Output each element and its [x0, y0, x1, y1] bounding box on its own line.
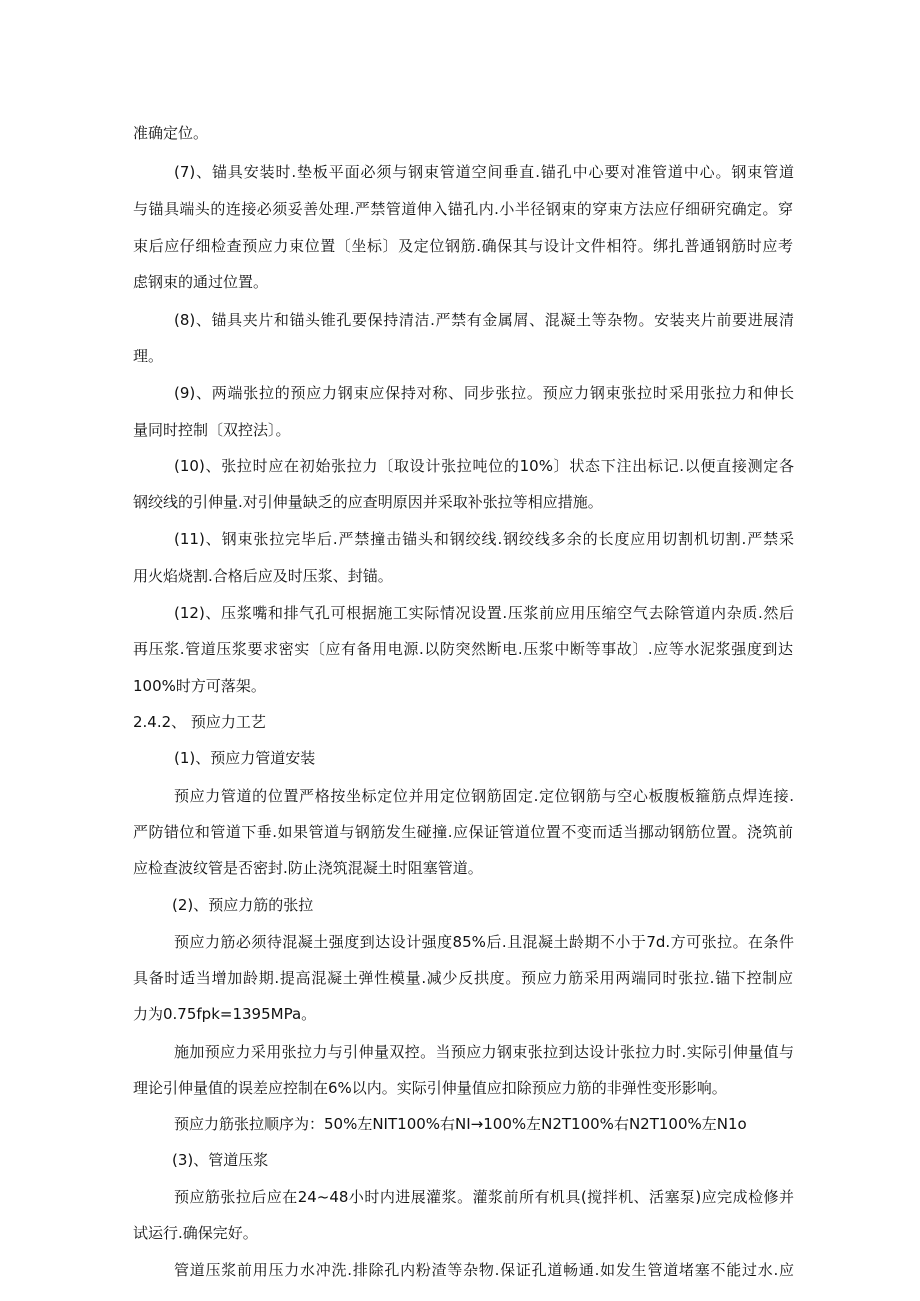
paragraph-line: 管道压浆前用压力水冲洗.排除孔内粉渣等杂物.保证孔道畅通.如发生管道堵塞不能过水.应 — [174, 1261, 794, 1279]
section-heading: 2.4.2、 预应力工艺 — [133, 713, 266, 731]
paragraph-line: 试运行.确保完好。 — [133, 1224, 258, 1242]
paragraph-line: 具备时适当增加龄期.提高混凝土弹性模量.减少反拱度。预应力筋采用两端同时张拉.锚下控制应 — [133, 969, 793, 987]
paragraph-line: 施加预应力采用张拉力与引伸量双控。当预应力钢束张拉到达设计张拉力时.实际引伸量值与 — [174, 1043, 794, 1061]
paragraph-line: 准确定位。 — [133, 124, 209, 142]
paragraph-line: 严防错位和管道下垂.如果管道与钢筋发生碰撞.应保证管道位置不变而适当挪动钢筋位置。浇筑前 — [133, 823, 793, 841]
paragraph-line: 应检查波纹管是否密封.防止浇筑混凝土时阻塞管道。 — [133, 859, 483, 877]
paragraph-line-item-9: (9)、两端张拉的预应力钢束应保持对称、同步张拉。预应力钢束张拉时采用张拉力和伸长 — [174, 384, 794, 402]
paragraph-line: 再压浆.管道压浆要求密实〔应有备用电源.以防突然断电.压浆中断等事故〕.应等水泥浆强度到达 — [133, 640, 793, 658]
paragraph-line-item-12: (12)、压浆嘴和排气孔可根据施工实际情况设置.压浆前应用压缩空气去除管道内杂质.然后 — [174, 604, 794, 622]
paragraph-line: 束后应仔细检查预应力束位置〔坐标〕及定位钢筋.确保其与设计文件相符。绑扎普通钢筋时应考 — [133, 237, 793, 255]
paragraph-line: 力为0.75fpk=1395MPa。 — [133, 1005, 317, 1023]
paragraph-line: 100%时方可落架。 — [133, 677, 266, 695]
paragraph-line-tension-sequence: 预应力筋张拉顺序为：50%左NIT100%右NI→100%左N2T100%右N2T100%左N1o — [174, 1115, 747, 1133]
paragraph-line: 与锚具端头的连接必须妥善处理.严禁管道伸入锚孔内.小半径钢束的穿束方法应仔细研究确定。穿 — [133, 200, 793, 218]
subsection-heading: (1)、预应力管道安装 — [174, 749, 316, 767]
paragraph-line: 预应筋张拉后应在24~48小时内进展灌浆。灌浆前所有机具(搅拌机、活塞泵)应完成检修并 — [174, 1188, 794, 1206]
subsection-heading: (3)、管道压浆 — [172, 1151, 269, 1169]
paragraph-line-item-10: (10)、张拉时应在初始张拉力〔取设计张拉吨位的10%〕状态下注出标记.以便直接测定各 — [174, 457, 794, 475]
paragraph-line: 理。 — [133, 347, 164, 365]
paragraph-line: 预应力管道的位置严格按坐标定位并用定位钢筋固定.定位钢筋与空心板腹板箍筋点焊连接. — [174, 787, 794, 805]
subsection-heading: (2)、预应力筋的张拉 — [172, 896, 314, 914]
paragraph-line-item-7: (7)、锚具安装时.垫板平面必须与钢束管道空间垂直.锚孔中心要对准管道中心。钢束管道 — [174, 163, 794, 181]
paragraph-line: 量同时控制〔双控法〕。 — [133, 421, 291, 439]
paragraph-line: 虑钢束的通过位置。 — [133, 273, 269, 291]
paragraph-line: 用火焰烧割.合格后应及时压浆、封锚。 — [133, 567, 393, 585]
paragraph-line: 钢绞线的引伸量.对引伸量缺乏的应查明原因并采取补张拉等相应措施。 — [133, 493, 603, 511]
paragraph-line: 理论引伸量值的误差应控制在6%以内。实际引伸量值应扣除预应力筋的非弹性变形影响。 — [133, 1079, 727, 1097]
paragraph-line: 预应力筋必须待混凝土强度到达设计强度85%后.且混凝土龄期不小于7d.方可张拉。在条件 — [174, 933, 794, 951]
paragraph-line-item-8: (8)、锚具夹片和锚头锥孔要保持清洁.严禁有金属屑、混凝土等杂物。安装夹片前要进展清 — [174, 311, 794, 329]
paragraph-line-item-11: (11)、钢束张拉完毕后.严禁撞击锚头和钢绞线.钢绞线多余的长度应用切割机切割.严禁采 — [174, 530, 794, 548]
